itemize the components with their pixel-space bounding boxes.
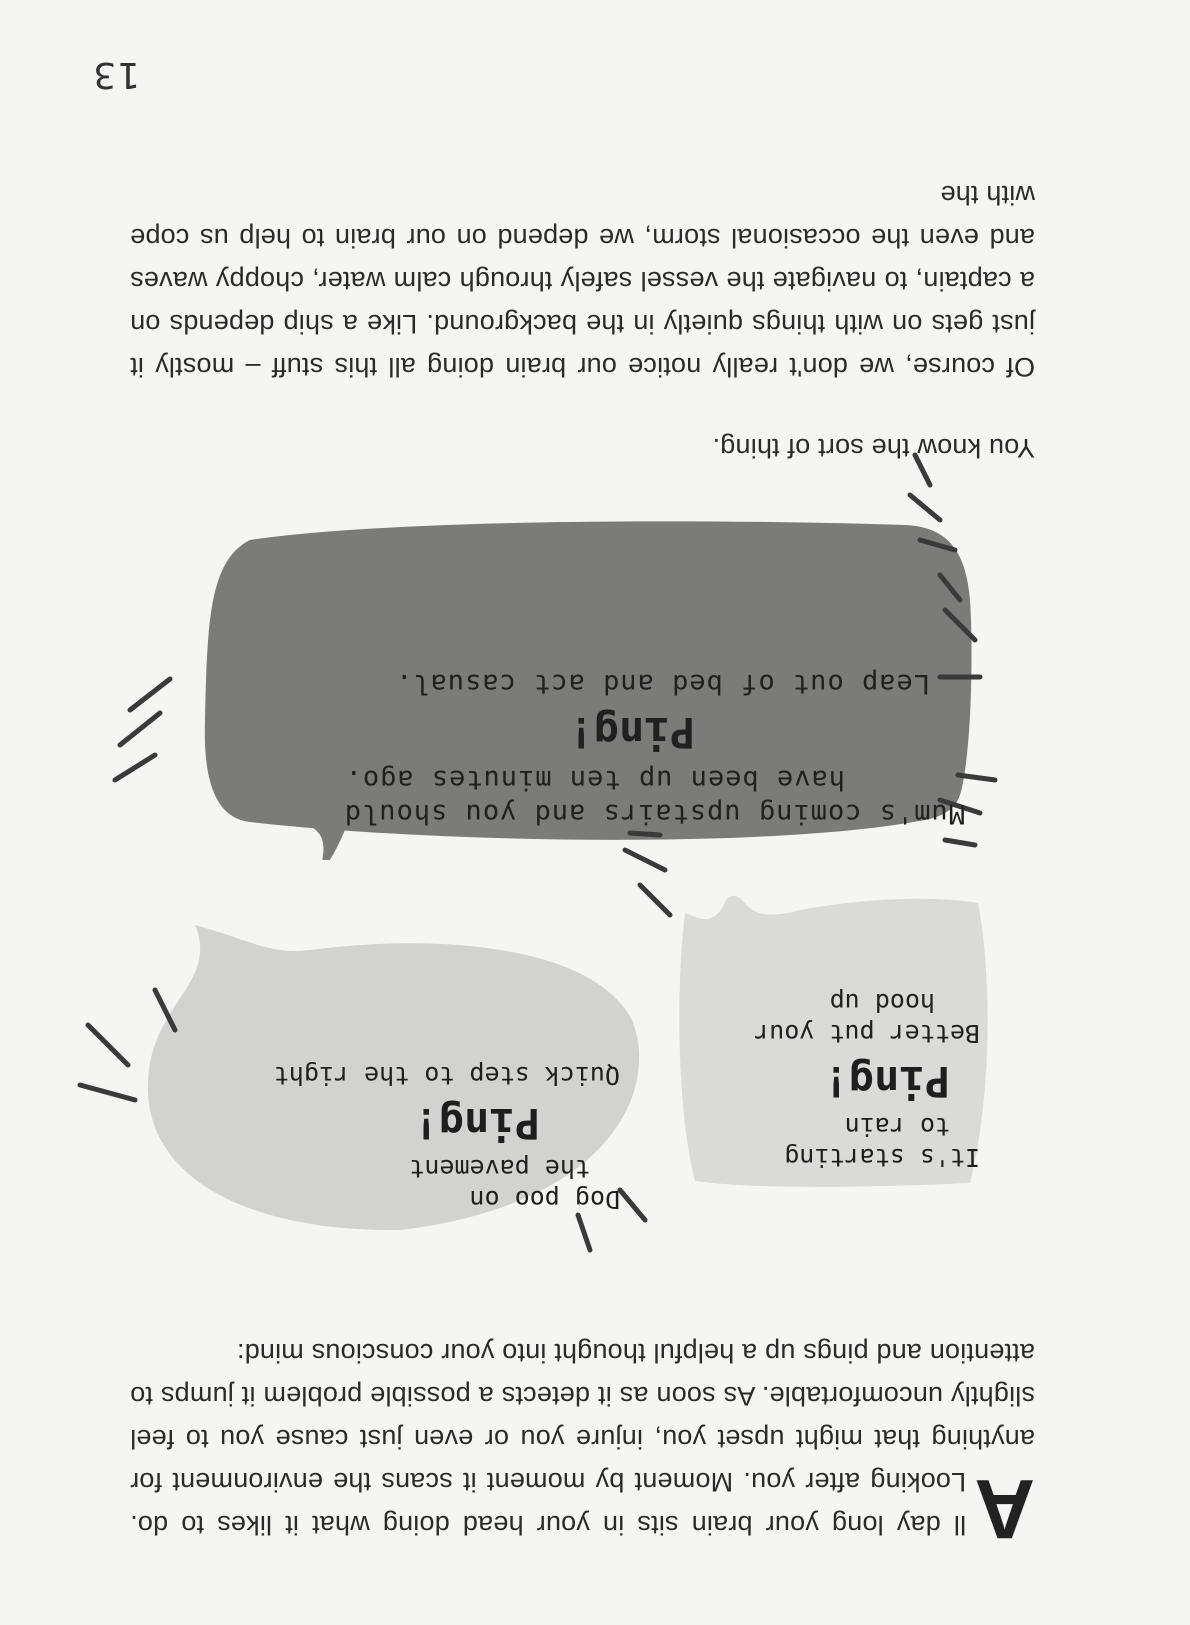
bubble-rain bbox=[670, 987, 980, 1173]
drop-cap: A bbox=[974, 1462, 1035, 1556]
bubble-dog bbox=[190, 1060, 620, 1215]
bubble-dog-ping: Ping! bbox=[413, 1099, 540, 1148]
bubble-mum-ping: Ping! bbox=[568, 708, 695, 757]
page-number: 13 bbox=[92, 54, 140, 95]
you-know-paragraph: You know the sort of thing. bbox=[712, 433, 1035, 463]
bubble-mum-action: Leap out of bed and act casual. bbox=[395, 668, 930, 699]
bubble-dog-line-1: Dog poo on bbox=[469, 1185, 620, 1214]
bubble-dog-action: Quick step to the right bbox=[273, 1061, 620, 1090]
bubble-mum-line-1: Mum's coming upstairs and you should bbox=[343, 798, 965, 829]
intro-text: ll day long your brain sits in your head doing what it likes to do. Looking after you. Moment by moment it scans the environment for anything that might upset you, injure you or even just cause you to feel slightly uncomfortable. As soon as it detects a possible problem it jumps to attention and pings up a helpful thought into your conscious mind: bbox=[130, 1338, 1035, 1540]
bubble-rain-line-1: It's starting bbox=[784, 1143, 980, 1172]
bubble-rain-action-1: Better put your bbox=[754, 1019, 980, 1048]
bubble-rain-action-2: hood up bbox=[829, 988, 935, 1017]
of-course-paragraph: Of course, we don't really notice our brain doing all this stuff – mostly it just gets on with things quietly in the background. Like a ship depends on a captain, to navigate the vessel safely through calm water, choppy waves and even the occasional storm, we depend on our brain to help us cope with the bbox=[130, 180, 1035, 382]
bubble-mum bbox=[305, 666, 965, 830]
bubble-dog-line-2: the pavement bbox=[409, 1154, 590, 1183]
bubble-rain-line-2: to rain bbox=[844, 1112, 950, 1141]
bubble-rain-ping: Ping! bbox=[823, 1057, 950, 1106]
bubble-mum-line-2: have been up ten minutes ago. bbox=[344, 764, 845, 795]
